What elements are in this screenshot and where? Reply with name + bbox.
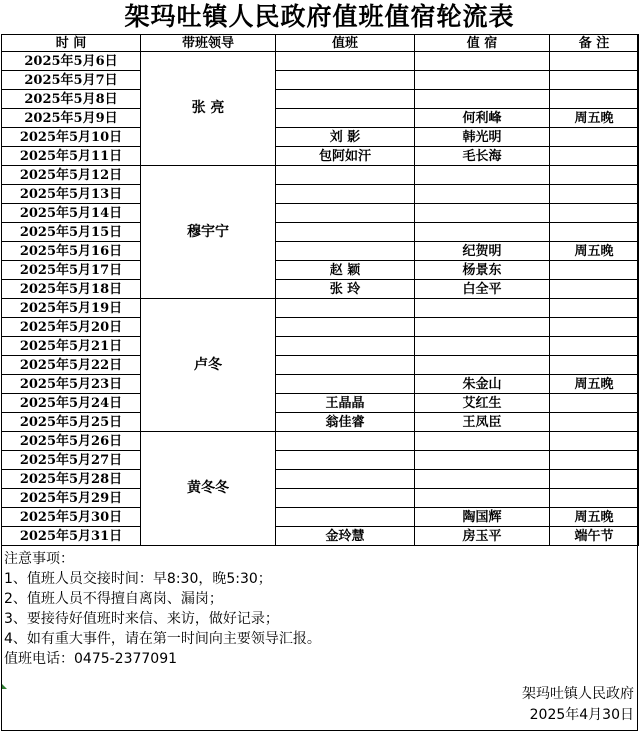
- duty-cell: [276, 204, 415, 223]
- note-cell: [550, 470, 639, 489]
- header-duty: 值班: [276, 35, 415, 52]
- duty-cell: [276, 52, 415, 71]
- table-row: [2, 261, 639, 280]
- duty-cell: [276, 508, 415, 527]
- note-cell: [550, 394, 639, 413]
- table-row: [2, 470, 639, 489]
- note-cell: [550, 166, 639, 185]
- note-cell: [550, 489, 639, 508]
- table-row: [2, 204, 639, 223]
- date-cell: 2025年5月30日: [2, 508, 141, 527]
- table-row: [2, 223, 639, 242]
- date-cell: 2025年5月25日: [2, 413, 141, 432]
- duty-cell: [276, 337, 415, 356]
- table-row: [2, 451, 639, 470]
- note-cell: [550, 52, 639, 71]
- date-cell: 2025年5月20日: [2, 318, 141, 337]
- duty-roster-table: [1, 34, 639, 546]
- duty-cell: [276, 470, 415, 489]
- table-row: [2, 90, 639, 109]
- night-cell: [415, 223, 550, 242]
- note-item: 3、要接待好值班时来信、来访，做好记录；: [4, 611, 279, 627]
- signature-block: [522, 684, 634, 726]
- table-row: [2, 375, 639, 394]
- night-cell: 白全平: [415, 280, 550, 299]
- date-cell: 2025年5月27日: [2, 451, 141, 470]
- night-cell: 杨景东: [415, 261, 550, 280]
- signature-date: 2025年4月30日: [529, 707, 634, 723]
- night-cell: [415, 166, 550, 185]
- date-cell: 2025年5月21日: [2, 337, 141, 356]
- note-cell: [550, 147, 639, 166]
- note-cell: [550, 318, 639, 337]
- night-cell: [415, 52, 550, 71]
- leader-cell: 穆宇宁: [141, 166, 276, 299]
- duty-cell: [276, 375, 415, 394]
- duty-cell: [276, 242, 415, 261]
- night-cell: 纪贺明: [415, 242, 550, 261]
- night-cell: [415, 204, 550, 223]
- document-title: 架玛吐镇人民政府值班值宿轮流表: [124, 2, 515, 31]
- note-cell: [550, 337, 639, 356]
- note-cell: [550, 90, 639, 109]
- night-cell: 房玉平: [415, 527, 550, 546]
- date-cell: 2025年5月23日: [2, 375, 141, 394]
- cell-corner-marker: [2, 684, 7, 689]
- roster-body: [2, 52, 639, 546]
- table-row: [2, 71, 639, 90]
- header-time: 时 间: [2, 35, 141, 52]
- duty-cell: 赵 颖: [276, 261, 415, 280]
- leader-cell: 黄冬冬: [141, 432, 276, 546]
- table-row: [2, 185, 639, 204]
- table-row: [2, 52, 639, 71]
- date-cell: 2025年5月16日: [2, 242, 141, 261]
- duty-cell: 翁佳睿: [276, 413, 415, 432]
- date-cell: 2025年5月28日: [2, 470, 141, 489]
- duty-cell: [276, 318, 415, 337]
- note-cell: [550, 204, 639, 223]
- date-cell: 2025年5月24日: [2, 394, 141, 413]
- night-cell: [415, 337, 550, 356]
- duty-cell: [276, 299, 415, 318]
- night-cell: 王凤臣: [415, 413, 550, 432]
- notes-section: [4, 549, 634, 669]
- duty-cell: [276, 71, 415, 90]
- duty-cell: [276, 166, 415, 185]
- table-row: [2, 299, 639, 318]
- note-cell: 周五晚: [550, 375, 639, 394]
- leader-cell: 卢冬: [141, 299, 276, 432]
- night-cell: [415, 451, 550, 470]
- table-row: [2, 432, 639, 451]
- table-row: [2, 337, 639, 356]
- duty-cell: [276, 451, 415, 470]
- table-row: [2, 508, 639, 527]
- table-row: [2, 147, 639, 166]
- notes-heading: 注意事项：: [4, 551, 74, 567]
- note-item: 1、值班人员交接时间：早8:30，晚5:30；: [4, 571, 272, 587]
- night-cell: [415, 71, 550, 90]
- table-row: [2, 128, 639, 147]
- table-row: [2, 356, 639, 375]
- note-cell: [550, 185, 639, 204]
- duty-cell: [276, 109, 415, 128]
- note-cell: [550, 299, 639, 318]
- duty-cell: [276, 432, 415, 451]
- header-leader: 带班领导: [141, 35, 276, 52]
- note-cell: [550, 280, 639, 299]
- date-cell: 2025年5月29日: [2, 489, 141, 508]
- note-cell: [550, 432, 639, 451]
- header-night: 值 宿: [415, 35, 550, 52]
- table-row: [2, 489, 639, 508]
- table-row: [2, 280, 639, 299]
- duty-cell: 金玲慧: [276, 527, 415, 546]
- night-cell: [415, 432, 550, 451]
- note-cell: 周五晚: [550, 242, 639, 261]
- date-cell: 2025年5月18日: [2, 280, 141, 299]
- night-cell: [415, 356, 550, 375]
- night-cell: [415, 90, 550, 109]
- note-cell: [550, 223, 639, 242]
- note-cell: [550, 261, 639, 280]
- table-row: [2, 394, 639, 413]
- note-cell: 周五晚: [550, 109, 639, 128]
- signature-org: 架玛吐镇人民政府: [522, 686, 634, 702]
- table-row: [2, 109, 639, 128]
- note-cell: [550, 356, 639, 375]
- night-cell: 韩光明: [415, 128, 550, 147]
- date-cell: 2025年5月12日: [2, 166, 141, 185]
- duty-cell: [276, 223, 415, 242]
- table-row: [2, 166, 639, 185]
- note-cell: 端午节: [550, 527, 639, 546]
- date-cell: 2025年5月26日: [2, 432, 141, 451]
- night-cell: 朱金山: [415, 375, 550, 394]
- duty-cell: [276, 90, 415, 109]
- header-note: 备 注: [550, 35, 639, 52]
- night-cell: 何利峰: [415, 109, 550, 128]
- date-cell: 2025年5月13日: [2, 185, 141, 204]
- note-cell: [550, 71, 639, 90]
- duty-cell: [276, 185, 415, 204]
- night-cell: 艾红生: [415, 394, 550, 413]
- duty-phone: 值班电话：0475-2377091: [4, 651, 178, 667]
- duty-cell: 包阿如汗: [276, 147, 415, 166]
- note-cell: [550, 413, 639, 432]
- duty-cell: 王晶晶: [276, 394, 415, 413]
- date-cell: 2025年5月9日: [2, 109, 141, 128]
- date-cell: 2025年5月10日: [2, 128, 141, 147]
- note-item: 4、如有重大事件，请在第一时间向主要领导汇报。: [4, 631, 321, 647]
- night-cell: [415, 185, 550, 204]
- date-cell: 2025年5月19日: [2, 299, 141, 318]
- date-cell: 2025年5月8日: [2, 90, 141, 109]
- table-row: [2, 242, 639, 261]
- note-cell: 周五晚: [550, 508, 639, 527]
- date-cell: 2025年5月15日: [2, 223, 141, 242]
- duty-cell: [276, 489, 415, 508]
- duty-cell: [276, 356, 415, 375]
- night-cell: [415, 470, 550, 489]
- night-cell: [415, 318, 550, 337]
- note-cell: [550, 451, 639, 470]
- note-item: 2、值班人员不得擅自离岗、漏岗；: [4, 591, 223, 607]
- duty-cell: 刘 影: [276, 128, 415, 147]
- date-cell: 2025年5月22日: [2, 356, 141, 375]
- table-row: [2, 527, 639, 546]
- table-row: [2, 413, 639, 432]
- duty-cell: 张 玲: [276, 280, 415, 299]
- date-cell: 2025年5月31日: [2, 527, 141, 546]
- night-cell: [415, 299, 550, 318]
- date-cell: 2025年5月6日: [2, 52, 141, 71]
- date-cell: 2025年5月11日: [2, 147, 141, 166]
- leader-cell: 张 亮: [141, 52, 276, 166]
- note-cell: [550, 128, 639, 147]
- date-cell: 2025年5月7日: [2, 71, 141, 90]
- table-row: [2, 318, 639, 337]
- night-cell: 毛长海: [415, 147, 550, 166]
- table-header-row: [2, 35, 639, 52]
- date-cell: 2025年5月17日: [2, 261, 141, 280]
- date-cell: 2025年5月14日: [2, 204, 141, 223]
- night-cell: [415, 489, 550, 508]
- night-cell: 陶国辉: [415, 508, 550, 527]
